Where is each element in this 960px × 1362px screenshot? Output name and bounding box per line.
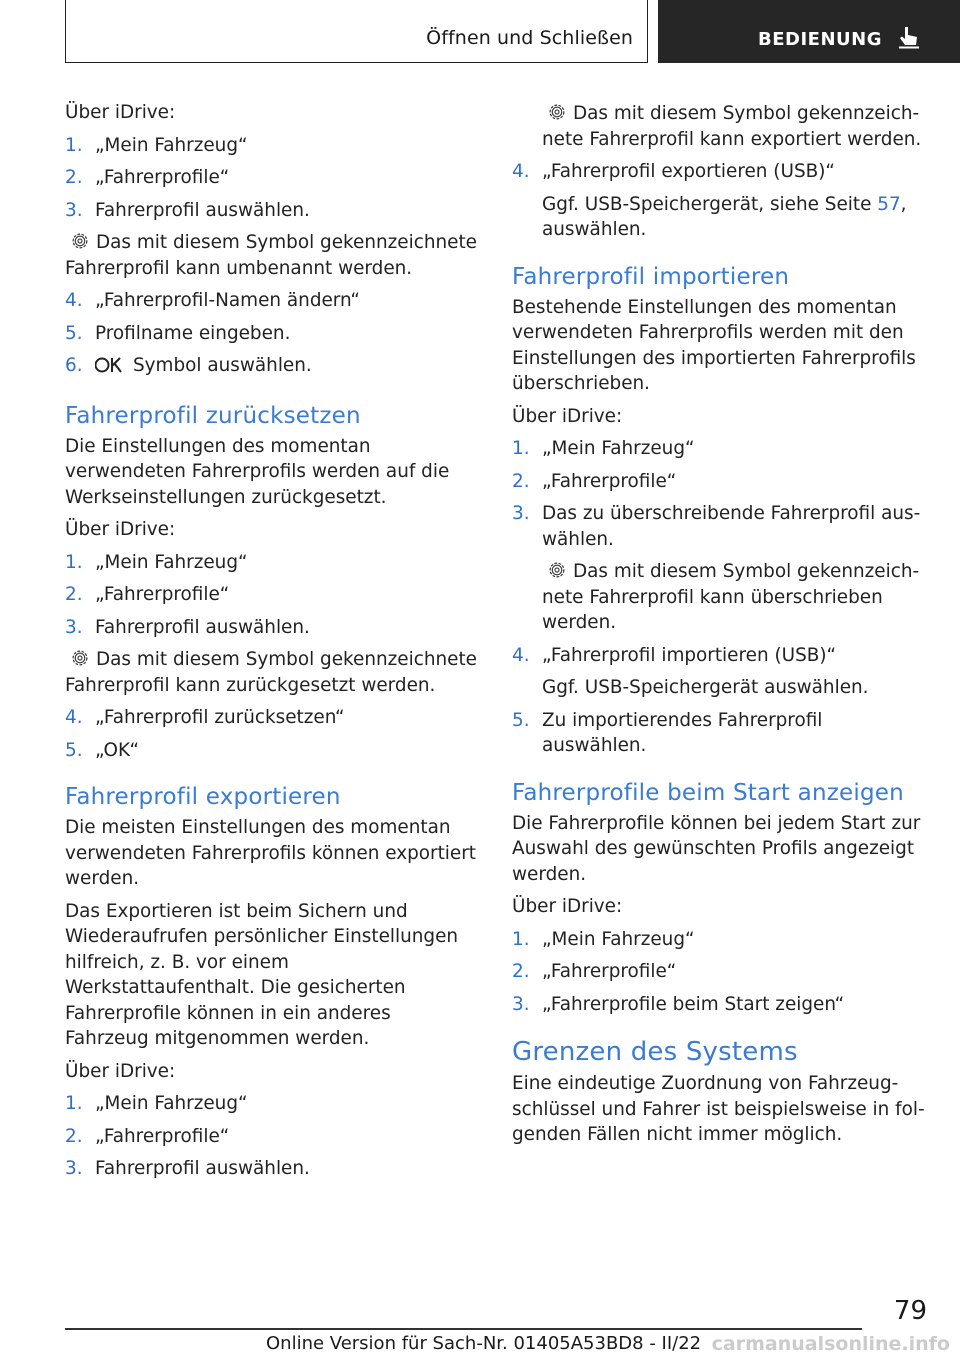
step-text: Zu importierendes Fahrerprofil auswählen.	[542, 709, 823, 756]
step-text: „Fahrerprofil importieren (USB)“	[542, 644, 837, 666]
left-column	[65, 100, 480, 1189]
list-item	[512, 992, 927, 1018]
paragraph: Die Fahrerprofile können bei jedem Start zur Auswahl des gewünschten Profils angezeigt werden.	[512, 812, 921, 885]
step-number: 1.	[65, 134, 83, 156]
step-number: 3.	[65, 199, 83, 221]
list-item	[512, 643, 927, 669]
note-rename: Das mit diesem Symbol gekennzeichnete Fahrerprofil kann umbenannt werden.	[65, 232, 477, 279]
list-item	[65, 550, 480, 576]
usb-hint: Ggf. USB-Speichergerät auswählen.	[542, 677, 869, 698]
list-item	[65, 1091, 480, 1117]
step-number: 3.	[512, 993, 530, 1015]
note-reset: Das mit diesem Symbol gekennzeichnete Fahrerprofil kann zurückgesetzt werden.	[65, 649, 477, 696]
heading-start: Fahrerprofile beim Start anzeigen	[512, 779, 904, 806]
list-item: 5. Profilname eingeben.	[65, 322, 291, 344]
list-item	[65, 705, 480, 731]
steps-reset-b	[65, 705, 480, 763]
step-text: „Mein Fahrzeug“	[95, 134, 248, 156]
step-text: Fahrerprofil auswählen.	[95, 199, 310, 221]
list-item	[65, 198, 480, 224]
step-number: 1.	[65, 551, 83, 573]
step-text: Fahrerprofil auswählen.	[95, 616, 310, 638]
gear-icon	[546, 101, 568, 123]
list-item	[512, 708, 927, 759]
heading-limits: Grenzen des Systems	[512, 1037, 798, 1067]
list-item: 6. Symbol auswählen.	[65, 353, 480, 382]
list-item	[65, 133, 480, 159]
list-item	[512, 959, 927, 985]
page-link[interactable]: 57	[877, 193, 901, 215]
heading-export: Fahrerprofil exportieren	[65, 784, 341, 810]
note-export: Das mit diesem Symbol gekennzeichnete Fahrerprofil kann exportiert werden.	[542, 103, 922, 150]
step-number: 4.	[512, 644, 530, 666]
step-number: 3.	[65, 1158, 83, 1179]
step-text: „OK“	[95, 739, 140, 761]
ok-icon	[95, 356, 125, 382]
steps-export	[65, 1091, 480, 1182]
right-column	[512, 101, 927, 1155]
step-number: 2.	[65, 167, 83, 188]
gear-icon	[546, 559, 568, 581]
list-item	[512, 436, 927, 462]
step-text: „Fahrerprofile beim Start zeigen“	[542, 993, 845, 1015]
footer-divider	[65, 1328, 862, 1330]
step-text: „Fahrerprofile“	[95, 1125, 230, 1147]
watermark: carmanualsonline.info	[711, 1333, 950, 1355]
step-text: „Mein Fahrzeug“	[542, 928, 695, 950]
step-text: Das zu überschreibende Fahrerprofil auswählen.	[542, 503, 921, 550]
steps-import-c	[512, 708, 927, 759]
step-number: 1.	[512, 928, 530, 950]
list-item	[512, 927, 927, 953]
pointing-hand-icon	[896, 24, 922, 54]
steps-export-b	[512, 159, 927, 185]
heading-import: Fahrerprofil importieren	[512, 263, 790, 290]
step-text: „Mein Fahrzeug“	[95, 551, 248, 573]
intro-text: Über iDrive:	[512, 896, 623, 917]
steps-import	[512, 436, 927, 552]
step-number: 3.	[65, 616, 83, 638]
step-text: „Mein Fahrzeug“	[542, 438, 695, 459]
intro-text: Über iDrive:	[65, 519, 176, 540]
paragraph: Die Einstellungen des momentan verwendeten Fahrerprofils werden auf die Werkseinstellungen zurückgesetzt.	[65, 435, 450, 508]
step-number: 5.	[512, 709, 530, 731]
paragraph: Eine eindeutige Zuordnung von Fahrzeugschlüssel und Fahrer ist beispielsweise in folgenden Fällen nicht immer möglich.	[512, 1073, 925, 1145]
paragraph: Die meisten Einstellungen des momentan verwendeten Fahrerprofils können exportiert werden.	[65, 817, 476, 889]
intro-text: Über iDrive:	[512, 405, 623, 427]
list-item	[65, 582, 480, 608]
list-item	[512, 501, 927, 552]
list-item	[65, 615, 480, 641]
step-number: 1.	[512, 438, 530, 459]
list-item	[65, 165, 480, 191]
steps-reset	[65, 550, 480, 641]
heading-reset: Fahrerprofil zurücksetzen	[65, 402, 361, 429]
steps-rename	[65, 133, 480, 224]
list-item: 4. „Fahrerprofil exportieren (USB)“	[512, 161, 835, 182]
steps-rename-b	[65, 288, 480, 382]
note-import: Das mit diesem Symbol gekennzeichnete Fahrerprofil kann überschrieben werden.	[542, 561, 920, 633]
gear-icon	[69, 647, 91, 669]
intro-text: Über iDrive:	[65, 1060, 176, 1082]
list-item	[65, 1124, 480, 1150]
step-number: 2.	[65, 1125, 83, 1147]
intro-text: Über iDrive:	[65, 102, 176, 123]
step-number: 2.	[65, 584, 83, 605]
step-text: „Fahrerprofile“	[542, 470, 677, 492]
step-text: „Fahrerprofile“	[95, 167, 230, 188]
header-section-box	[658, 0, 960, 63]
list-item	[65, 1156, 480, 1182]
step-number: 5.	[65, 739, 83, 761]
paragraph: Das Exportieren ist beim Sichern und Wiederaufrufen persönlicher Einstellungen hilfreich, z. B. vor einem Werkstattaufenthalt. Die gesicherten Fahrerprofile können in ein anderes Fahrzeug mitgenommen werden.	[65, 900, 459, 1049]
step-text: „Fahrerprofil zurücksetzen“	[95, 707, 345, 728]
step-text: „Fahrerprofile“	[542, 961, 677, 982]
step-text: Fahrerprofil auswählen.	[95, 1158, 310, 1179]
step-number: 1.	[65, 1093, 83, 1114]
list-item	[512, 469, 927, 495]
footer-online-version: Online Version für Sach-Nr. 01405A53BD8 - II/22	[266, 1333, 702, 1354]
step-number: 2.	[512, 470, 530, 492]
usb-hint: Ggf. USB-Speichergerät, siehe Seite 57, auswählen.	[542, 193, 907, 240]
list-item: 4. „Fahrerprofil-Namen ändern“	[65, 290, 360, 311]
section-title: BEDIENUNG	[758, 29, 882, 50]
chapter-title: Öffnen und Schließen	[426, 27, 633, 49]
step-number: 3.	[512, 503, 530, 524]
step-number: 4.	[65, 707, 83, 728]
step-number: 2.	[512, 961, 530, 982]
header-chapter-box	[65, 0, 648, 63]
page-number: 79	[893, 1296, 927, 1326]
step-text: „Fahrerprofile“	[95, 584, 230, 605]
list-item	[65, 738, 480, 764]
paragraph: Bestehende Einstellungen des momentan verwendeten Fahrerprofils werden mit den Einstellungen des importierten Fahrerprofils überschrieben.	[512, 296, 916, 394]
step-text: „Mein Fahrzeug“	[95, 1093, 248, 1114]
steps-start	[512, 927, 927, 1018]
steps-import-b	[512, 643, 927, 669]
gear-icon	[69, 230, 91, 252]
